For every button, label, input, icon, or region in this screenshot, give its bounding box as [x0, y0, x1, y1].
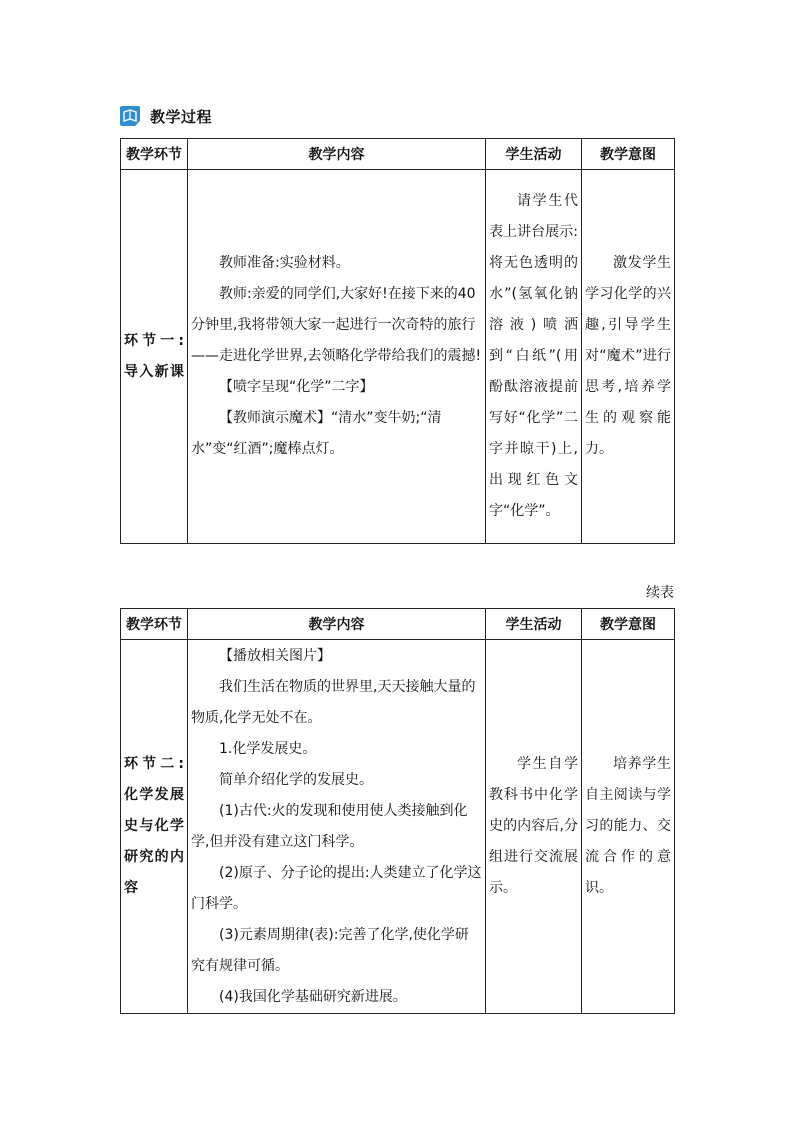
header-intent: 教学意图	[582, 609, 675, 640]
content-line: 我们生活在物质的世界里,天天接触大量的物质,化学无处不在。	[191, 678, 476, 726]
intent-cell: 培养学生自主阅读与学习的能力、交流合作的意识。	[582, 640, 675, 1014]
header-content: 教学内容	[188, 139, 486, 170]
content-cell	[188, 170, 486, 544]
book-icon	[120, 106, 140, 126]
content-line: 1.化学发展史。	[219, 740, 317, 757]
section-header	[120, 104, 212, 128]
header-activity: 学生活动	[486, 139, 582, 170]
content-line: 【播放相关图片】	[219, 647, 331, 664]
content-line: 【教师演示魔术】“清水”变牛奶;“清水”变“红酒”;魔棒点灯。	[191, 410, 442, 457]
content-line: (1)古代:火的发现和使用使人类接触到化学,但并没有建立这门科学。	[191, 802, 468, 850]
header-content: 教学内容	[188, 609, 486, 640]
teaching-table-2	[120, 608, 675, 1014]
activity-cell: 请学生代表上讲台展示:将无色透明的水”(氢氧化钠溶液)喷洒到“白纸”(用酚酞溶液提前写好“化学”二字并晾干)上,出现红色文字“化学”。	[486, 170, 582, 544]
continued-label: 续表	[646, 585, 674, 601]
table-row	[121, 640, 675, 1014]
activity-cell: 学生自学教科书中化学史的内容后,分组进行交流展示。	[486, 640, 582, 1014]
header-activity: 学生活动	[486, 609, 582, 640]
stage-cell: 环节二:化学发展史与化学研究的内容	[121, 640, 188, 1014]
table-header-row	[121, 139, 675, 170]
section-title: 教学过程	[150, 107, 213, 126]
content-line: (2)原子、分子论的提出:人类建立了化学这门科学。	[191, 864, 482, 912]
header-stage: 教学环节	[121, 609, 188, 640]
content-line: 教师准备:实验材料。	[219, 255, 350, 271]
content-line: (3)元素周期律(表):完善了化学,使化学研究有规律可循。	[191, 926, 469, 974]
table-header-row	[121, 609, 675, 640]
intent-cell: 激发学生学习化学的兴趣,引导学生对“魔术”进行思考,培养学生的观察能力。	[582, 170, 675, 544]
content-line: 【喷字呈现“化学”二字】	[219, 379, 374, 395]
content-cell	[188, 640, 486, 1014]
content-line: 简单介绍化学的发展史。	[219, 771, 373, 788]
stage-cell: 环节一:导入新课	[121, 170, 188, 544]
content-line: (4)我国化学基础研究新进展。	[219, 988, 407, 1005]
table-row	[121, 170, 675, 544]
content-line: 教师:亲爱的同学们,大家好!在接下来的40分钟里,我将带领大家一起进行一次奇特的旅行——走进化学世界,去领略化学带给我们的震撼!	[191, 286, 482, 364]
header-stage: 教学环节	[121, 139, 188, 170]
teaching-table-1	[120, 138, 675, 544]
header-intent: 教学意图	[582, 139, 675, 170]
